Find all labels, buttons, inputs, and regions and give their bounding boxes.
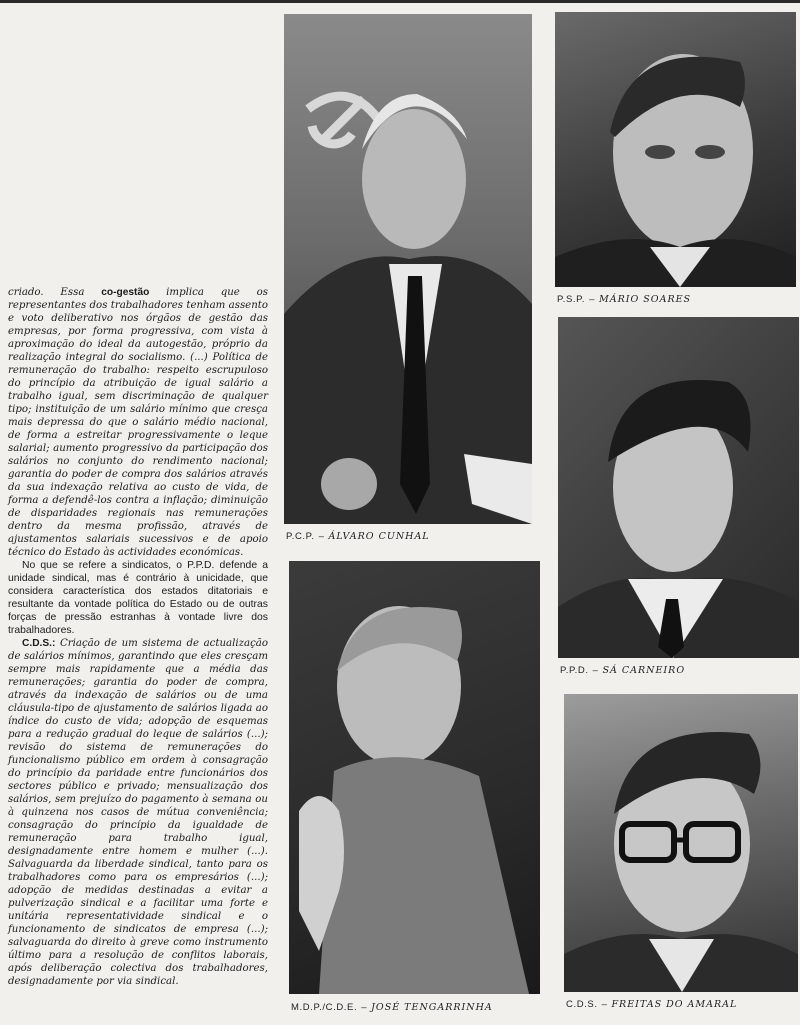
- caption-amaral: C.D.S. – FREITAS DO AMARAL: [566, 999, 738, 1010]
- label-cds: C.D.S.:: [22, 638, 56, 649]
- term-co-gestao: co-gestão: [101, 287, 150, 298]
- photo-jose-tengarrinha: [289, 561, 540, 994]
- caption-carneiro: P.P.D. – SÁ CARNEIRO: [560, 665, 686, 676]
- portrait-figure: [564, 694, 798, 992]
- portrait-figure: [555, 12, 796, 287]
- paragraph-pcp-program: criado. Essa co-gestão implica que os representantes dos trabalhadores tenham assento e voto deliberativo nos órgãos de gestão das empresas, por forma progressiva, com vista à aproximação do ideal da autogestão, próprio da realização integral do socialismo. (...) Política de remuneração do trabalho: respeito escrupuloso do princípio da atribuição de igual salário a trabalho igual, sem discriminação de qualquer tipo; instituição de um salário mínimo que cresça mais depressa do que o salário médio nacional, de forma a estreitar progressivamente o leque salarial; aumento progressivo da participação dos salários no conjunto do rendimento nacional; garantia do poder de compra dos salários através da sua indexação relativa ao custo de vida, de forma a defendê-los contra a inflação; diminuição de disparidades regionais nas remunerações dentro da mesma profissão, através de ajustamentos salariais sucessivos e de apoio técnico do Estado às actividades económicas.: [8, 287, 268, 558]
- photo-mario-soares: [555, 12, 796, 287]
- caption-cunhal: P.C.P. – ÁLVARO CUNHAL: [286, 531, 430, 542]
- paragraph-cds-program: C.D.S.: Criação de um sistema de actualização de salários mínimos, garantindo que eles cresçam sempre mais rapidamente que a média das remunerações; garantia do poder de compra, através da indexação de salários ou de uma cláusula-tipo de ajustamento de salários ligada ao índice do custo de vida; adopção de esquemas para a redução gradual do leque de salários (...); revisão do sistema de remunerações do funcionalismo público em ordem à consagração do princípio da paridade entre funcionários dos sectores público e privado; mensualização dos salários, sem prejuízo do pagamento à semana ou à quinzena nos casos de mútua conveniência; consagração do princípio da igualdade de remuneração para trabalho igual, designadamente entre homem e mulher (...). Salvaguarda da liberdade sindical, tanto para os trabalhadores como para os empresários (...); adopção de medidas destinadas a evitar a pulverização sindical e a facilitar uma forte e unitária representatividade sindical e o funcionamento de sindicatos de empresa (...); salvaguarda do direito à greve como instrumento último para a resolução de conflitos laborais, após deliberação colectiva dos trabalhadores, designadamente por via sindical.: [8, 638, 268, 987]
- article-text-column: [8, 286, 268, 988]
- caption-soares: P.S.P. – MÁRIO SOARES: [557, 294, 692, 305]
- top-rule: [0, 0, 800, 3]
- portrait-figure: [289, 561, 540, 994]
- paragraph-ppd-unions: No que se refere a sindicatos, o P.P.D. defende a unidade sindical, mas é contrário à unicidade, que considera característica dos estados ditatoriais e resultante da vontade política do Estado ou de outras forças de pressão estranhas à vontade livre dos trabalhadores.: [8, 560, 268, 636]
- portrait-figure: [284, 14, 532, 524]
- photo-freitas-do-amaral: [564, 694, 798, 992]
- photo-alvaro-cunhal: [284, 14, 532, 524]
- portrait-figure: [558, 317, 799, 658]
- caption-tengarrinha: M.D.P./C.D.E. – JOSÉ TENGARRINHA: [291, 1002, 493, 1013]
- photo-sa-carneiro: [558, 317, 799, 658]
